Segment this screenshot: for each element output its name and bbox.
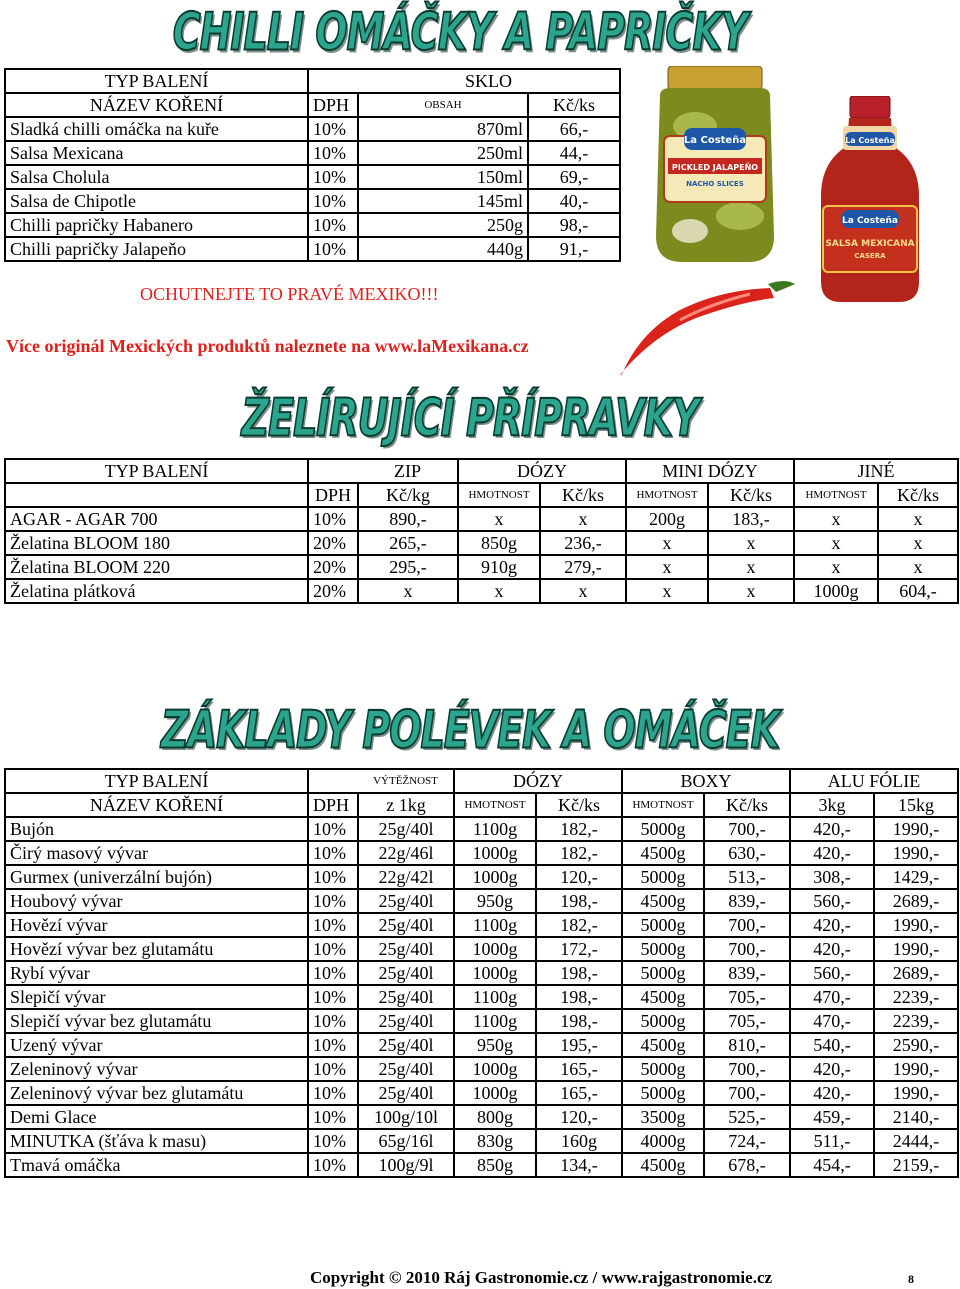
table-cell: 950g xyxy=(454,1033,536,1057)
table-cell: 678,- xyxy=(704,1153,790,1177)
zaklady-table xyxy=(4,768,959,1178)
header-cell: TYP BALENÍ xyxy=(5,769,308,793)
table-cell: 4500g xyxy=(622,1153,704,1177)
table-cell: 700,- xyxy=(704,1057,790,1081)
table-cell: 10% xyxy=(308,913,358,937)
table-cell: 2590,- xyxy=(874,1033,958,1057)
table-cell: 5000g xyxy=(622,913,704,937)
title-zaklady: ZÁKLADY POLÉVEK A OMÁČEK xyxy=(160,700,780,760)
salsa-brand-label: La Costeña xyxy=(842,216,898,226)
table-row xyxy=(5,141,620,165)
header-cell: NÁZEV KOŘENÍ xyxy=(5,793,308,817)
table-cell: 165,- xyxy=(536,1057,622,1081)
table-cell: Gurmex (univerzální bujón) xyxy=(5,865,308,889)
table-cell: 20% xyxy=(308,555,358,579)
table-cell: 950g xyxy=(454,889,536,913)
table-cell: x xyxy=(626,579,708,603)
table-cell: 265,- xyxy=(358,531,458,555)
table-cell: Želatina plátková xyxy=(5,579,308,603)
table-cell: 10% xyxy=(308,141,358,165)
table-cell: Houbový vývar xyxy=(5,889,308,913)
table-cell: 10% xyxy=(308,165,358,189)
table-cell: 2159,- xyxy=(874,1153,958,1177)
table-cell: 172,- xyxy=(536,937,622,961)
table-cell: 150ml xyxy=(358,165,528,189)
table-cell: 420,- xyxy=(790,937,874,961)
header-cell: Kč/kg xyxy=(358,483,458,507)
table-cell: 420,- xyxy=(790,913,874,937)
table-cell: 890,- xyxy=(358,507,458,531)
table-cell: 25g/40l xyxy=(358,985,454,1009)
table-cell: 66,- xyxy=(528,117,620,141)
table-cell: 20% xyxy=(308,531,358,555)
table-cell: 2689,- xyxy=(874,889,958,913)
table-cell: 1100g xyxy=(454,817,536,841)
table-cell: 25g/40l xyxy=(358,1057,454,1081)
header-cell: Kč/ks xyxy=(878,483,958,507)
table-cell: 236,- xyxy=(540,531,626,555)
table-cell: Salsa Mexicana xyxy=(5,141,308,165)
table-cell: 1429,- xyxy=(874,865,958,889)
table-cell: Sladká chilli omáčka na kuře xyxy=(5,117,308,141)
table-cell: 705,- xyxy=(704,1009,790,1033)
header-cell: OBSAH xyxy=(358,93,528,117)
table-cell: 5000g xyxy=(622,961,704,985)
table-cell: 250ml xyxy=(358,141,528,165)
table-cell: Salsa de Chipotle xyxy=(5,189,308,213)
table-cell: 145ml xyxy=(358,189,528,213)
table-cell: 120,- xyxy=(536,865,622,889)
table-cell: x xyxy=(794,531,878,555)
header-cell: TYP BALENÍ xyxy=(5,459,308,483)
table-row xyxy=(5,913,958,937)
table-cell: 10% xyxy=(308,189,358,213)
jalapeno-jar-image xyxy=(650,66,780,266)
table-cell: 5000g xyxy=(622,1009,704,1033)
table-cell: 700,- xyxy=(704,1081,790,1105)
zaklady-subheader-row xyxy=(5,793,958,817)
table-cell: 440g xyxy=(358,237,528,261)
jalapeno-name-label: PICKLED JALAPEÑO xyxy=(671,163,759,172)
table-cell: 511,- xyxy=(790,1129,874,1153)
table-cell: 198,- xyxy=(536,1009,622,1033)
header-cell: HMOTNOST xyxy=(794,483,878,507)
table-cell: Rybí vývar xyxy=(5,961,308,985)
header-cell: Kč/ks xyxy=(708,483,794,507)
table-cell: 25g/40l xyxy=(358,889,454,913)
table-cell: MINUTKA (šťáva k masu) xyxy=(5,1129,308,1153)
header-cell: SKLO xyxy=(358,69,620,93)
table-cell: 830g xyxy=(454,1129,536,1153)
table-row xyxy=(5,961,958,985)
table-cell: 1000g xyxy=(794,579,878,603)
table-cell: x xyxy=(626,531,708,555)
table-cell: 20% xyxy=(308,579,358,603)
header-cell: TYP BALENÍ xyxy=(5,69,308,93)
table-cell: 98,- xyxy=(528,213,620,237)
table-cell: 10% xyxy=(308,1009,358,1033)
table-cell: 25g/40l xyxy=(358,817,454,841)
chilli-table-body xyxy=(5,117,620,261)
header-cell: DPH xyxy=(308,483,358,507)
table-cell: 4000g xyxy=(622,1129,704,1153)
table-row xyxy=(5,841,958,865)
table-cell: 5000g xyxy=(622,865,704,889)
table-cell: x xyxy=(878,507,958,531)
table-cell: 195,- xyxy=(536,1033,622,1057)
header-cell: DPH xyxy=(308,793,358,817)
table-cell: 10% xyxy=(308,889,358,913)
table-cell: x xyxy=(794,507,878,531)
table-cell: Bujón xyxy=(5,817,308,841)
table-cell: 22g/46l xyxy=(358,841,454,865)
table-cell: 1100g xyxy=(454,913,536,937)
table-cell: 160g xyxy=(536,1129,622,1153)
header-cell: DÓZY xyxy=(458,459,626,483)
chilli-table xyxy=(4,68,621,262)
table-cell: 25g/40l xyxy=(358,1009,454,1033)
salsa-name-label: SALSA MEXICANA xyxy=(825,239,915,249)
table-cell: 420,- xyxy=(790,817,874,841)
table-cell: 724,- xyxy=(704,1129,790,1153)
table-cell: 604,- xyxy=(878,579,958,603)
header-cell: Kč/ks xyxy=(704,793,790,817)
table-cell: 10% xyxy=(308,117,358,141)
table-cell: 198,- xyxy=(536,961,622,985)
table-cell: 183,- xyxy=(708,507,794,531)
table-cell: AGAR - AGAR 700 xyxy=(5,507,308,531)
table-cell: Hovězí vývar bez glutamátu xyxy=(5,937,308,961)
table-cell: 134,- xyxy=(536,1153,622,1177)
table-row xyxy=(5,1057,958,1081)
table-cell: 10% xyxy=(308,841,358,865)
table-cell: 25g/40l xyxy=(358,1081,454,1105)
table-row xyxy=(5,237,620,261)
header-cell: 15kg xyxy=(874,793,958,817)
table-cell: 182,- xyxy=(536,841,622,865)
table-cell: 420,- xyxy=(790,1057,874,1081)
table-cell: 2140,- xyxy=(874,1105,958,1129)
zelirujici-table xyxy=(4,458,959,604)
table-row xyxy=(5,1105,958,1129)
table-cell: 25g/40l xyxy=(358,937,454,961)
table-cell: 165,- xyxy=(536,1081,622,1105)
table-cell: 182,- xyxy=(536,913,622,937)
table-cell: Tmavá omáčka xyxy=(5,1153,308,1177)
table-row xyxy=(5,213,620,237)
table-cell: 44,- xyxy=(528,141,620,165)
table-cell: 839,- xyxy=(704,889,790,913)
table-cell: 870ml xyxy=(358,117,528,141)
table-cell: 100g/9l xyxy=(358,1153,454,1177)
table-cell: 5000g xyxy=(622,1081,704,1105)
table-cell: 705,- xyxy=(704,985,790,1009)
table-cell: Slepičí vývar xyxy=(5,985,308,1009)
table-cell: x xyxy=(358,579,458,603)
table-cell: 2689,- xyxy=(874,961,958,985)
zelirujici-subheader-row xyxy=(5,483,958,507)
table-cell: 700,- xyxy=(704,937,790,961)
header-cell: ZIP xyxy=(358,459,458,483)
table-cell: 10% xyxy=(308,237,358,261)
table-row xyxy=(5,531,958,555)
table-cell: 560,- xyxy=(790,961,874,985)
table-cell: Hovězí vývar xyxy=(5,913,308,937)
table-cell: 513,- xyxy=(704,865,790,889)
table-row xyxy=(5,937,958,961)
table-cell: Uzený vývar xyxy=(5,1033,308,1057)
table-cell: 800g xyxy=(454,1105,536,1129)
table-cell: x xyxy=(708,579,794,603)
salsa-top-brand-label: La Costeña xyxy=(845,136,895,145)
table-cell: 295,- xyxy=(358,555,458,579)
header-cell: DÓZY xyxy=(454,769,622,793)
table-cell: Zeleninový vývar bez glutamátu xyxy=(5,1081,308,1105)
chilli-pepper-icon xyxy=(600,270,800,380)
table-row xyxy=(5,1153,958,1177)
table-cell: x xyxy=(458,579,540,603)
table-cell: 10% xyxy=(308,213,358,237)
jalapeno-brand-label: La Costeña xyxy=(683,135,747,146)
salsa-bottle-image xyxy=(815,96,925,306)
table-row xyxy=(5,985,958,1009)
table-cell: 420,- xyxy=(790,1081,874,1105)
table-cell: x xyxy=(540,579,626,603)
table-cell: 10% xyxy=(308,937,358,961)
table-cell: 182,- xyxy=(536,817,622,841)
header-cell: 3kg xyxy=(790,793,874,817)
header-cell: ALU FÓLIE xyxy=(790,769,958,793)
table-cell: 5000g xyxy=(622,1057,704,1081)
table-cell: 10% xyxy=(308,865,358,889)
table-cell: Zeleninový vývar xyxy=(5,1057,308,1081)
table-cell: 470,- xyxy=(790,985,874,1009)
zaklady-table-body xyxy=(5,817,958,1177)
header-cell: Kč/ks xyxy=(536,793,622,817)
table-cell: 1000g xyxy=(454,937,536,961)
table-cell: 1990,- xyxy=(874,1057,958,1081)
table-cell: Slepičí vývar bez glutamátu xyxy=(5,1009,308,1033)
table-cell: 279,- xyxy=(540,555,626,579)
table-cell: Demi Glace xyxy=(5,1105,308,1129)
zelirujici-table-body xyxy=(5,507,958,603)
header-cell: NÁZEV KOŘENÍ xyxy=(5,93,308,117)
table-row xyxy=(5,555,958,579)
table-cell: 1100g xyxy=(454,985,536,1009)
table-cell: 198,- xyxy=(536,985,622,1009)
table-cell: 1000g xyxy=(454,1081,536,1105)
table-cell: 1990,- xyxy=(874,1081,958,1105)
table-cell: Želatina BLOOM 220 xyxy=(5,555,308,579)
table-cell: 1000g xyxy=(454,1057,536,1081)
title-zelirujici: ŽELÍRUJÍCÍ PŘÍPRAVKY xyxy=(241,388,699,448)
table-cell: 630,- xyxy=(704,841,790,865)
header-cell: MINI DÓZY xyxy=(626,459,794,483)
table-cell: 198,- xyxy=(536,889,622,913)
table-cell: 839,- xyxy=(704,961,790,985)
table-cell: 10% xyxy=(308,985,358,1009)
table-cell: 1000g xyxy=(454,961,536,985)
header-cell: Kč/ks xyxy=(528,93,620,117)
table-cell: 4500g xyxy=(622,889,704,913)
table-row xyxy=(5,117,620,141)
table-cell: 91,- xyxy=(528,237,620,261)
table-cell: 25g/40l xyxy=(358,1033,454,1057)
table-cell: 459,- xyxy=(790,1105,874,1129)
table-cell: x xyxy=(708,555,794,579)
table-cell: 5000g xyxy=(622,817,704,841)
header-cell: HMOTNOST xyxy=(622,793,704,817)
table-row xyxy=(5,165,620,189)
table-cell: 10% xyxy=(308,817,358,841)
table-cell: 10% xyxy=(308,1033,358,1057)
header-cell: BOXY xyxy=(622,769,790,793)
table-cell: 308,- xyxy=(790,865,874,889)
table-cell: Salsa Cholula xyxy=(5,165,308,189)
promo-text: OCHUTNEJTE TO PRAVÉ MEXIKO!!! xyxy=(140,284,439,304)
table-cell: 2444,- xyxy=(874,1129,958,1153)
table-row xyxy=(5,817,958,841)
table-cell: 4500g xyxy=(622,1033,704,1057)
header-cell: HMOTNOST xyxy=(454,793,536,817)
table-cell: 1990,- xyxy=(874,817,958,841)
footer-copyright: Copyright © 2010 Ráj Gastronomie.cz / www.rajgastronomie.cz xyxy=(310,1268,773,1287)
table-cell: 1990,- xyxy=(874,841,958,865)
table-cell: 5000g xyxy=(622,937,704,961)
table-cell: 454,- xyxy=(790,1153,874,1177)
table-cell: 3500g xyxy=(622,1105,704,1129)
table-cell: 100g/10l xyxy=(358,1105,454,1129)
table-cell: 850g xyxy=(458,531,540,555)
table-cell: Chilli papričky Jalapeňo xyxy=(5,237,308,261)
table-cell: x xyxy=(878,531,958,555)
table-cell: 25g/40l xyxy=(358,961,454,985)
table-cell: 4500g xyxy=(622,841,704,865)
table-cell: 560,- xyxy=(790,889,874,913)
table-cell: 420,- xyxy=(790,841,874,865)
header-cell: z 1kg xyxy=(358,793,454,817)
table-cell: 850g xyxy=(454,1153,536,1177)
table-cell: 910g xyxy=(458,555,540,579)
table-cell: Čirý masový vývar xyxy=(5,841,308,865)
table-cell: 4500g xyxy=(622,985,704,1009)
table-cell: x xyxy=(458,507,540,531)
table-cell: 120,- xyxy=(536,1105,622,1129)
header-cell: Kč/ks xyxy=(540,483,626,507)
table-cell: 200g xyxy=(626,507,708,531)
table-cell: 10% xyxy=(308,961,358,985)
table-cell: 40,- xyxy=(528,189,620,213)
table-cell: 65g/16l xyxy=(358,1129,454,1153)
table-cell: x xyxy=(708,531,794,555)
table-cell: 250g xyxy=(358,213,528,237)
header-cell: HMOTNOST xyxy=(458,483,540,507)
table-cell: x xyxy=(794,555,878,579)
table-cell: 540,- xyxy=(790,1033,874,1057)
header-cell: DPH xyxy=(308,93,358,117)
table-cell: 10% xyxy=(308,1105,358,1129)
table-cell: x xyxy=(540,507,626,531)
table-cell: x xyxy=(878,555,958,579)
table-row xyxy=(5,1009,958,1033)
header-cell: HMOTNOST xyxy=(626,483,708,507)
table-cell: 22g/42l xyxy=(358,865,454,889)
salsa-sub-label: CASERA xyxy=(854,252,886,260)
table-cell: 2239,- xyxy=(874,1009,958,1033)
table-cell: 25g/40l xyxy=(358,913,454,937)
table-row xyxy=(5,189,620,213)
table-row xyxy=(5,579,958,603)
table-row xyxy=(5,1129,958,1153)
table-cell: 810,- xyxy=(704,1033,790,1057)
title-chilli: CHILLI OMÁČKY A PAPRIČKY xyxy=(172,2,748,62)
table-cell: 10% xyxy=(308,1081,358,1105)
table-cell: 1100g xyxy=(454,1009,536,1033)
table-cell: 10% xyxy=(308,507,358,531)
table-cell: 10% xyxy=(308,1153,358,1177)
table-row xyxy=(5,1081,958,1105)
table-cell: 700,- xyxy=(704,817,790,841)
table-cell: 1000g xyxy=(454,841,536,865)
table-cell: 470,- xyxy=(790,1009,874,1033)
header-cell: JINÉ xyxy=(794,459,958,483)
table-row xyxy=(5,507,958,531)
jalapeno-sub-label: NACHO SLICES xyxy=(686,180,744,188)
more-info-text: Více originál Mexických produktů naleznete na www.laMexikana.cz xyxy=(6,336,529,356)
table-cell: 700,- xyxy=(704,913,790,937)
table-cell: 2239,- xyxy=(874,985,958,1009)
header-cell: VÝTĚŽNOST xyxy=(358,769,454,793)
table-cell: Želatina BLOOM 180 xyxy=(5,531,308,555)
table-cell: 1000g xyxy=(454,865,536,889)
table-cell: 69,- xyxy=(528,165,620,189)
table-cell: 525,- xyxy=(704,1105,790,1129)
table-cell: Chilli papričky Habanero xyxy=(5,213,308,237)
table-cell: 1990,- xyxy=(874,937,958,961)
page-number: 8 xyxy=(908,1272,914,1286)
table-cell: 10% xyxy=(308,1057,358,1081)
table-cell: 10% xyxy=(308,1129,358,1153)
table-row xyxy=(5,865,958,889)
table-cell: 1990,- xyxy=(874,913,958,937)
table-row xyxy=(5,1033,958,1057)
table-row xyxy=(5,889,958,913)
table-cell: x xyxy=(626,555,708,579)
